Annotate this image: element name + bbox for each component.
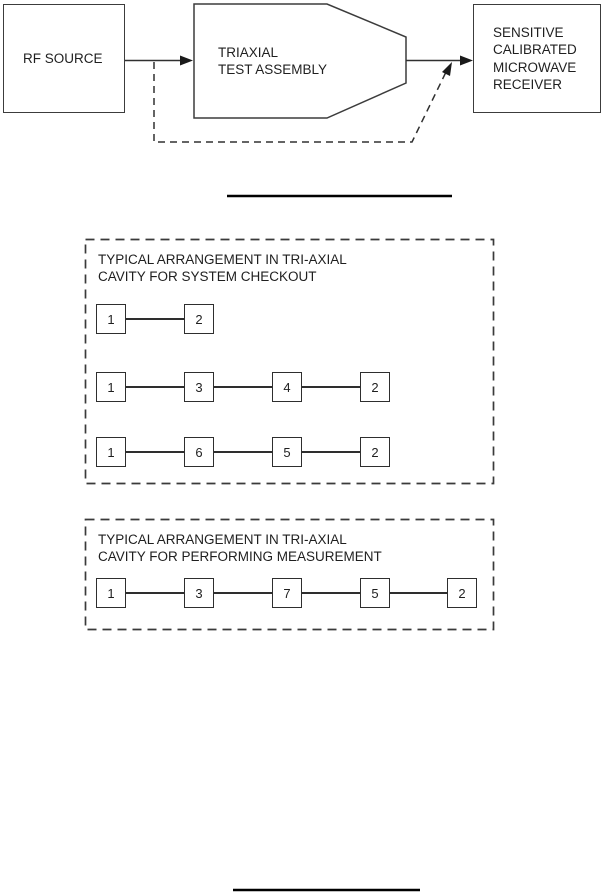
checkout-title-line2: CAVITY FOR SYSTEM CHECKOUT [98, 269, 317, 284]
component-node: 6 [184, 437, 214, 467]
checkout-panel [85, 239, 494, 483]
receiver-label-line1: SENSITIVE [493, 24, 564, 40]
connector-line [126, 451, 184, 453]
receiver-label-line3: MICROWAVE [493, 59, 577, 75]
connector-line [302, 592, 360, 594]
measurement-panel [85, 519, 494, 629]
receiver-label-line4: RECEIVER [493, 77, 563, 92]
component-node: 3 [184, 372, 214, 402]
connector-line [302, 451, 360, 453]
component-node: 5 [360, 578, 390, 608]
component-node: 1 [96, 578, 126, 608]
receiver-block [473, 4, 601, 113]
measurement-title-line2: CAVITY FOR PERFORMING MEASUREMENT [98, 549, 382, 564]
component-node: 2 [360, 372, 390, 402]
arrowhead-rf-to-triaxial [180, 56, 193, 66]
component-node: 7 [272, 578, 302, 608]
component-node: 2 [447, 578, 477, 608]
triaxial-label-line1: TRIAXIAL [218, 45, 279, 60]
connector-line [214, 592, 272, 594]
connector-line [214, 451, 272, 453]
component-node: 2 [360, 437, 390, 467]
component-node: 3 [184, 578, 214, 608]
connector-line [126, 386, 184, 388]
checkout-row-1 [85, 304, 494, 334]
component-node: 5 [272, 437, 302, 467]
triaxial-label-line2: TEST ASSEMBLY [218, 62, 328, 77]
triaxial-assembly-label [218, 44, 327, 78]
checkout-panel-title [98, 251, 347, 285]
rf-source-block [3, 4, 125, 113]
component-node: 1 [96, 372, 126, 402]
component-node: 2 [184, 304, 214, 334]
checkout-row-2 [85, 372, 494, 402]
connector-line [302, 386, 360, 388]
component-node: 1 [96, 304, 126, 334]
measurement-panel-title [98, 531, 382, 565]
checkout-row-3 [85, 437, 494, 467]
connector-line [126, 318, 184, 320]
component-node: 4 [272, 372, 302, 402]
receiver-label-line2: CALIBRATED [493, 42, 577, 57]
rf-source-label: RF SOURCE [23, 51, 103, 66]
connector-line [214, 386, 272, 388]
component-node: 1 [96, 437, 126, 467]
connector-line [126, 592, 184, 594]
arrowhead-bypass [442, 62, 452, 76]
connector-line [390, 592, 447, 594]
measurement-title-line1: TYPICAL ARRANGEMENT IN TRI-AXIAL [98, 532, 347, 547]
measurement-row-1 [85, 578, 494, 608]
arrowhead-triaxial-to-receiver [460, 56, 473, 66]
checkout-title-line1: TYPICAL ARRANGEMENT IN TRI-AXIAL [98, 252, 347, 267]
